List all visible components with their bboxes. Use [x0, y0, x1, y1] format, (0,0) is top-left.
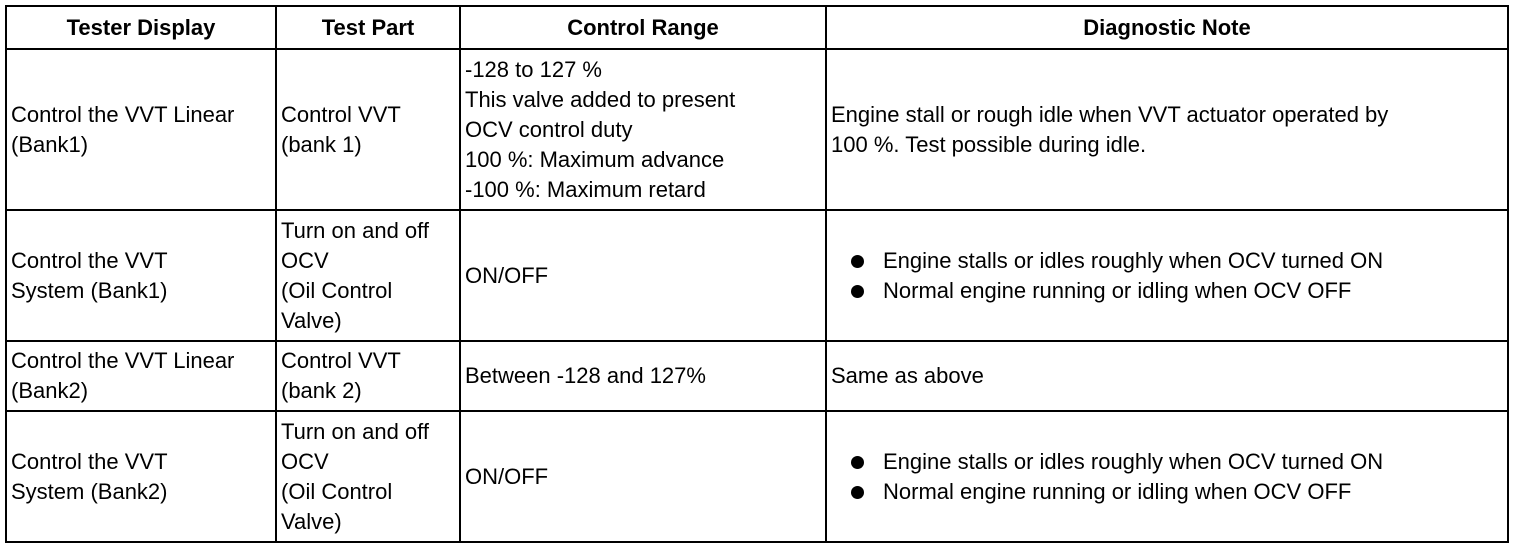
cell-line: (Bank1)	[11, 131, 89, 157]
bullet-text: Normal engine running or idling when OCV OFF	[883, 478, 1352, 504]
cell-line: ON/OFF	[465, 463, 549, 489]
header-tester-display: Tester Display	[6, 6, 276, 49]
bullet-icon	[851, 255, 864, 268]
cell-line: 100 %: Maximum advance	[465, 146, 725, 172]
bullet-text: Engine stalls or idles roughly when OCV turned ON	[883, 247, 1384, 273]
control-range-cell	[460, 49, 826, 210]
bullet-item	[849, 276, 1503, 306]
bullet-icon	[851, 285, 864, 298]
control-range-cell	[460, 411, 826, 542]
bullet-list	[831, 447, 1503, 507]
table-row	[6, 411, 1508, 542]
cell-line: (bank 1)	[281, 131, 362, 157]
test-part-cell	[276, 411, 460, 542]
cell-line: Valve)	[281, 508, 342, 534]
cell-line: (bank 2)	[281, 378, 362, 403]
cell-line: Same as above	[831, 363, 984, 388]
diagnostic-note-cell	[826, 49, 1508, 210]
cell-line: -100 %: Maximum retard	[465, 176, 706, 202]
test-part-cell	[276, 341, 460, 411]
table-row	[6, 341, 1508, 411]
cell-line: (Bank2)	[11, 378, 89, 403]
cell-line: Valve)	[281, 307, 342, 333]
bullet-item	[849, 246, 1503, 276]
tester-display-cell	[6, 49, 276, 210]
cell-line: Turn on and off	[281, 418, 429, 444]
cell-line: 100 %. Test possible during idle.	[831, 131, 1147, 157]
cell-line: OCV control duty	[465, 116, 633, 142]
cell-line: OCV	[281, 448, 329, 474]
bullet-text: Engine stalls or idles roughly when OCV turned ON	[883, 448, 1384, 474]
cell-line: (Oil Control	[281, 478, 393, 504]
cell-line: Control VVT	[281, 348, 401, 373]
test-part-cell	[276, 49, 460, 210]
cell-line: Between -128 and 127%	[465, 363, 706, 388]
tester-display-cell	[6, 210, 276, 341]
diagnostic-note-cell	[826, 210, 1508, 341]
cell-line: Control the VVT	[11, 247, 168, 273]
tester-display-cell	[6, 341, 276, 411]
bullet-item	[849, 477, 1503, 507]
cell-line: -128 to 127 %	[465, 56, 602, 82]
cell-line: Turn on and off	[281, 217, 429, 243]
cell-line: Control the VVT Linear	[11, 101, 235, 127]
header-control-range: Control Range	[460, 6, 826, 49]
table-row	[6, 210, 1508, 341]
cell-line: This valve added to present	[465, 86, 736, 112]
bullet-list	[831, 246, 1503, 306]
cell-line: Engine stall or rough idle when VVT actuator operated by	[831, 101, 1389, 127]
table-row	[6, 49, 1508, 210]
diagnostic-note-cell	[826, 411, 1508, 542]
cell-line: Control the VVT Linear	[11, 348, 235, 373]
cell-line: (Oil Control	[281, 277, 393, 303]
cell-line: Control the VVT	[11, 448, 168, 474]
control-range-cell	[460, 341, 826, 411]
bullet-item	[849, 447, 1503, 477]
bullet-text: Normal engine running or idling when OCV OFF	[883, 277, 1352, 303]
cell-line: Control VVT	[281, 101, 401, 127]
tester-display-cell	[6, 411, 276, 542]
bullet-icon	[851, 456, 864, 469]
cell-line: System (Bank1)	[11, 277, 168, 303]
header-row	[6, 6, 1508, 49]
header-test-part: Test Part	[276, 6, 460, 49]
test-part-cell	[276, 210, 460, 341]
header-diagnostic-note: Diagnostic Note	[826, 6, 1508, 49]
cell-line: OCV	[281, 247, 329, 273]
cell-line: ON/OFF	[465, 262, 549, 288]
control-range-cell	[460, 210, 826, 341]
diagnostic-note-cell	[826, 341, 1508, 411]
cell-line: System (Bank2)	[11, 478, 168, 504]
active-test-table	[5, 5, 1509, 543]
bullet-icon	[851, 486, 864, 499]
